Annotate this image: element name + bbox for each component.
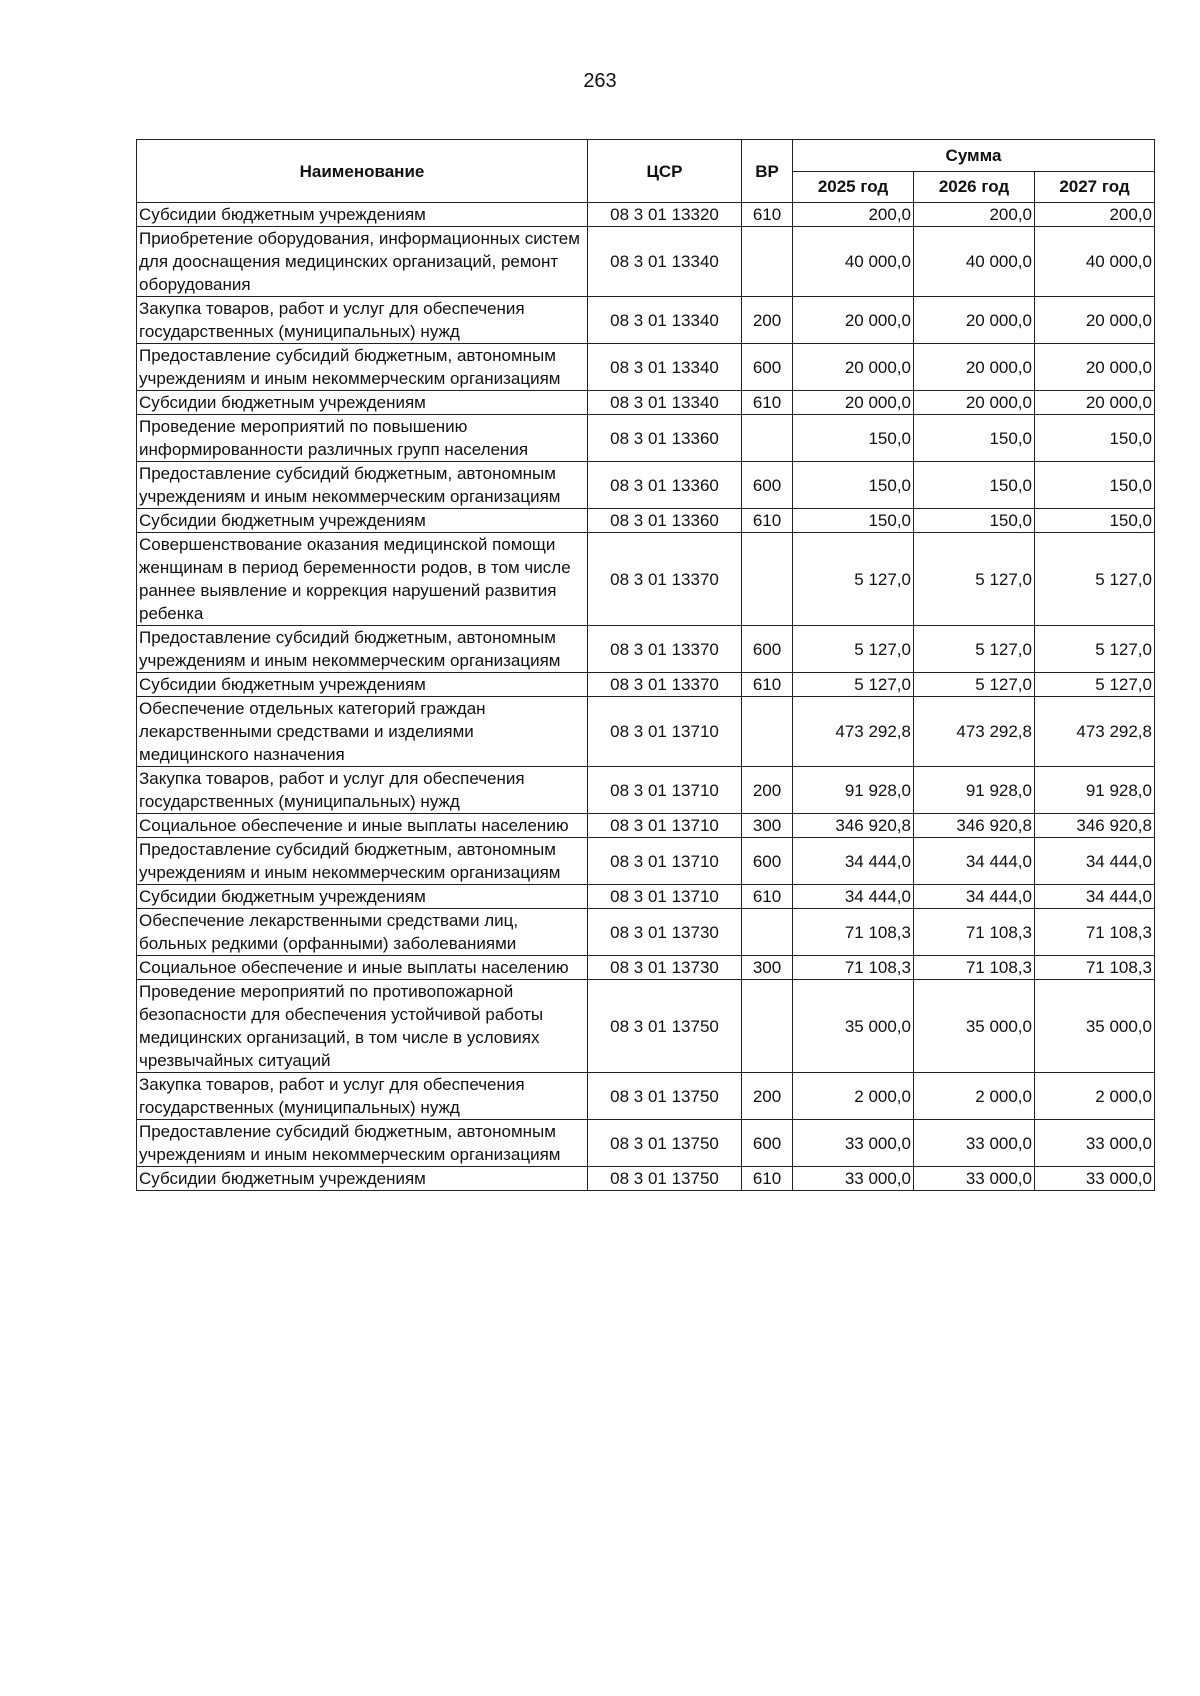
row-vr: 610 bbox=[742, 1167, 793, 1191]
row-value-2025: 20 000,0 bbox=[793, 344, 914, 391]
table-row bbox=[137, 1120, 1155, 1167]
row-vr: 610 bbox=[742, 203, 793, 227]
row-value-2027: 5 127,0 bbox=[1035, 673, 1155, 697]
row-value-2026: 71 108,3 bbox=[914, 956, 1035, 980]
table-row bbox=[137, 1073, 1155, 1120]
row-csr: 08 3 01 13340 bbox=[588, 344, 742, 391]
row-csr: 08 3 01 13730 bbox=[588, 956, 742, 980]
row-value-2025: 5 127,0 bbox=[793, 673, 914, 697]
row-csr: 08 3 01 13710 bbox=[588, 885, 742, 909]
row-value-2025: 71 108,3 bbox=[793, 909, 914, 956]
row-value-2027: 33 000,0 bbox=[1035, 1120, 1155, 1167]
row-value-2025: 346 920,8 bbox=[793, 814, 914, 838]
row-value-2026: 5 127,0 bbox=[914, 626, 1035, 673]
row-value-2026: 150,0 bbox=[914, 415, 1035, 462]
table-row bbox=[137, 415, 1155, 462]
table-row bbox=[137, 838, 1155, 885]
row-vr: 610 bbox=[742, 673, 793, 697]
row-value-2027: 5 127,0 bbox=[1035, 626, 1155, 673]
page-number: 263 bbox=[583, 70, 617, 92]
row-csr: 08 3 01 13710 bbox=[588, 814, 742, 838]
row-csr: 08 3 01 13750 bbox=[588, 1120, 742, 1167]
row-value-2025: 33 000,0 bbox=[793, 1167, 914, 1191]
row-name: Субсидии бюджетным учреждениям bbox=[137, 203, 588, 227]
table-row bbox=[137, 956, 1155, 980]
row-value-2025: 473 292,8 bbox=[793, 697, 914, 767]
row-value-2026: 34 444,0 bbox=[914, 838, 1035, 885]
row-value-2027: 2 000,0 bbox=[1035, 1073, 1155, 1120]
header-year-2027: 2027 год bbox=[1035, 171, 1155, 203]
row-value-2025: 91 928,0 bbox=[793, 767, 914, 814]
table-row bbox=[137, 697, 1155, 767]
row-csr: 08 3 01 13370 bbox=[588, 626, 742, 673]
row-vr bbox=[742, 980, 793, 1073]
row-csr: 08 3 01 13340 bbox=[588, 297, 742, 344]
row-vr: 600 bbox=[742, 838, 793, 885]
row-vr: 600 bbox=[742, 462, 793, 509]
row-vr: 610 bbox=[742, 391, 793, 415]
row-vr bbox=[742, 533, 793, 626]
row-vr: 610 bbox=[742, 885, 793, 909]
row-vr: 600 bbox=[742, 344, 793, 391]
row-value-2026: 473 292,8 bbox=[914, 697, 1035, 767]
table-row bbox=[137, 673, 1155, 697]
table-header bbox=[137, 140, 1155, 203]
table-row bbox=[137, 344, 1155, 391]
row-csr: 08 3 01 13360 bbox=[588, 462, 742, 509]
row-name: Проведение мероприятий по повышению информированности различных групп населения bbox=[137, 415, 588, 462]
row-value-2025: 33 000,0 bbox=[793, 1120, 914, 1167]
row-vr: 300 bbox=[742, 814, 793, 838]
row-value-2026: 20 000,0 bbox=[914, 344, 1035, 391]
header-sum: Сумма bbox=[793, 140, 1155, 172]
row-vr bbox=[742, 227, 793, 297]
row-value-2027: 473 292,8 bbox=[1035, 697, 1155, 767]
row-value-2025: 200,0 bbox=[793, 203, 914, 227]
row-value-2027: 200,0 bbox=[1035, 203, 1155, 227]
row-value-2027: 71 108,3 bbox=[1035, 909, 1155, 956]
row-value-2027: 150,0 bbox=[1035, 509, 1155, 533]
row-csr: 08 3 01 13710 bbox=[588, 767, 742, 814]
row-name: Предоставление субсидий бюджетным, автономным учреждениям и иным некоммерческим организациям bbox=[137, 344, 588, 391]
row-value-2027: 20 000,0 bbox=[1035, 344, 1155, 391]
row-name: Обеспечение лекарственными средствами лиц, больных редкими (орфанными) заболеваниями bbox=[137, 909, 588, 956]
row-value-2027: 91 928,0 bbox=[1035, 767, 1155, 814]
row-csr: 08 3 01 13750 bbox=[588, 980, 742, 1073]
budget-table bbox=[136, 139, 1155, 1191]
row-value-2026: 40 000,0 bbox=[914, 227, 1035, 297]
row-csr: 08 3 01 13360 bbox=[588, 415, 742, 462]
row-value-2027: 20 000,0 bbox=[1035, 391, 1155, 415]
header-vr: ВР bbox=[742, 140, 793, 203]
row-value-2025: 71 108,3 bbox=[793, 956, 914, 980]
row-value-2027: 34 444,0 bbox=[1035, 838, 1155, 885]
header-name: Наименование bbox=[137, 140, 588, 203]
row-value-2025: 150,0 bbox=[793, 415, 914, 462]
row-value-2026: 91 928,0 bbox=[914, 767, 1035, 814]
row-vr: 200 bbox=[742, 767, 793, 814]
row-value-2026: 200,0 bbox=[914, 203, 1035, 227]
row-value-2027: 5 127,0 bbox=[1035, 533, 1155, 626]
row-name: Субсидии бюджетным учреждениям bbox=[137, 1167, 588, 1191]
row-value-2027: 150,0 bbox=[1035, 415, 1155, 462]
row-csr: 08 3 01 13340 bbox=[588, 391, 742, 415]
row-vr: 600 bbox=[742, 1120, 793, 1167]
row-value-2026: 33 000,0 bbox=[914, 1167, 1035, 1191]
row-value-2027: 33 000,0 bbox=[1035, 1167, 1155, 1191]
row-value-2025: 34 444,0 bbox=[793, 885, 914, 909]
row-csr: 08 3 01 13370 bbox=[588, 533, 742, 626]
row-name: Предоставление субсидий бюджетным, автономным учреждениям и иным некоммерческим организациям bbox=[137, 838, 588, 885]
row-value-2026: 5 127,0 bbox=[914, 673, 1035, 697]
row-vr bbox=[742, 415, 793, 462]
row-name: Субсидии бюджетным учреждениям bbox=[137, 885, 588, 909]
row-vr bbox=[742, 697, 793, 767]
row-value-2025: 5 127,0 bbox=[793, 533, 914, 626]
row-value-2027: 35 000,0 bbox=[1035, 980, 1155, 1073]
table-row bbox=[137, 1167, 1155, 1191]
row-value-2025: 20 000,0 bbox=[793, 297, 914, 344]
row-name: Предоставление субсидий бюджетным, автономным учреждениям и иным некоммерческим организациям bbox=[137, 1120, 588, 1167]
row-value-2026: 20 000,0 bbox=[914, 391, 1035, 415]
row-value-2027: 150,0 bbox=[1035, 462, 1155, 509]
row-value-2025: 20 000,0 bbox=[793, 391, 914, 415]
row-value-2025: 150,0 bbox=[793, 509, 914, 533]
row-value-2026: 71 108,3 bbox=[914, 909, 1035, 956]
row-name: Социальное обеспечение и иные выплаты населению bbox=[137, 814, 588, 838]
row-name: Предоставление субсидий бюджетным, автономным учреждениям и иным некоммерческим организациям bbox=[137, 626, 588, 673]
row-csr: 08 3 01 13730 bbox=[588, 909, 742, 956]
row-vr: 300 bbox=[742, 956, 793, 980]
row-value-2025: 35 000,0 bbox=[793, 980, 914, 1073]
row-name: Субсидии бюджетным учреждениям bbox=[137, 391, 588, 415]
row-csr: 08 3 01 13750 bbox=[588, 1167, 742, 1191]
row-name: Предоставление субсидий бюджетным, автономным учреждениям и иным некоммерческим организациям bbox=[137, 462, 588, 509]
table-row bbox=[137, 980, 1155, 1073]
row-value-2025: 5 127,0 bbox=[793, 626, 914, 673]
table-row bbox=[137, 814, 1155, 838]
row-value-2025: 34 444,0 bbox=[793, 838, 914, 885]
table-row bbox=[137, 767, 1155, 814]
table-row bbox=[137, 885, 1155, 909]
row-value-2025: 2 000,0 bbox=[793, 1073, 914, 1120]
row-value-2025: 40 000,0 bbox=[793, 227, 914, 297]
row-value-2025: 150,0 bbox=[793, 462, 914, 509]
row-name: Совершенствование оказания медицинской помощи женщинам в период беременности родов, в том числе раннее выявление и коррекция нарушений развития ребенка bbox=[137, 533, 588, 626]
table-row bbox=[137, 533, 1155, 626]
row-value-2026: 346 920,8 bbox=[914, 814, 1035, 838]
row-csr: 08 3 01 13710 bbox=[588, 838, 742, 885]
row-csr: 08 3 01 13710 bbox=[588, 697, 742, 767]
table-body bbox=[137, 203, 1155, 1191]
table-row bbox=[137, 203, 1155, 227]
header-year-2025: 2025 год bbox=[793, 171, 914, 203]
table-row bbox=[137, 227, 1155, 297]
row-name: Субсидии бюджетным учреждениям bbox=[137, 509, 588, 533]
row-csr: 08 3 01 13750 bbox=[588, 1073, 742, 1120]
row-value-2026: 150,0 bbox=[914, 509, 1035, 533]
table-row bbox=[137, 509, 1155, 533]
row-value-2026: 20 000,0 bbox=[914, 297, 1035, 344]
header-csr: ЦСР bbox=[588, 140, 742, 203]
row-value-2027: 71 108,3 bbox=[1035, 956, 1155, 980]
row-value-2026: 2 000,0 bbox=[914, 1073, 1035, 1120]
row-name: Закупка товаров, работ и услуг для обеспечения государственных (муниципальных) нужд bbox=[137, 297, 588, 344]
row-csr: 08 3 01 13340 bbox=[588, 227, 742, 297]
row-vr bbox=[742, 909, 793, 956]
row-value-2026: 150,0 bbox=[914, 462, 1035, 509]
row-value-2027: 346 920,8 bbox=[1035, 814, 1155, 838]
row-name: Проведение мероприятий по противопожарной безопасности для обеспечения устойчивой работы медицинских организаций, в том числе в условиях чрезвычайных ситуаций bbox=[137, 980, 588, 1073]
header-year-2026: 2026 год bbox=[914, 171, 1035, 203]
row-vr: 600 bbox=[742, 626, 793, 673]
row-name: Социальное обеспечение и иные выплаты населению bbox=[137, 956, 588, 980]
row-value-2026: 5 127,0 bbox=[914, 533, 1035, 626]
row-vr: 200 bbox=[742, 297, 793, 344]
row-name: Приобретение оборудования, информационных систем для дооснащения медицинских организаций, ремонт оборудования bbox=[137, 227, 588, 297]
table-row bbox=[137, 297, 1155, 344]
table-row bbox=[137, 391, 1155, 415]
row-value-2026: 33 000,0 bbox=[914, 1120, 1035, 1167]
row-value-2027: 20 000,0 bbox=[1035, 297, 1155, 344]
row-name: Обеспечение отдельных категорий граждан лекарственными средствами и изделиями медицинского назначения bbox=[137, 697, 588, 767]
row-vr: 200 bbox=[742, 1073, 793, 1120]
row-value-2027: 40 000,0 bbox=[1035, 227, 1155, 297]
row-value-2027: 34 444,0 bbox=[1035, 885, 1155, 909]
row-name: Закупка товаров, работ и услуг для обеспечения государственных (муниципальных) нужд bbox=[137, 767, 588, 814]
row-vr: 610 bbox=[742, 509, 793, 533]
row-name: Закупка товаров, работ и услуг для обеспечения государственных (муниципальных) нужд bbox=[137, 1073, 588, 1120]
row-value-2026: 35 000,0 bbox=[914, 980, 1035, 1073]
row-csr: 08 3 01 13320 bbox=[588, 203, 742, 227]
table-row bbox=[137, 626, 1155, 673]
row-csr: 08 3 01 13370 bbox=[588, 673, 742, 697]
table-row bbox=[137, 462, 1155, 509]
row-csr: 08 3 01 13360 bbox=[588, 509, 742, 533]
row-name: Субсидии бюджетным учреждениям bbox=[137, 673, 588, 697]
table-row bbox=[137, 909, 1155, 956]
row-value-2026: 34 444,0 bbox=[914, 885, 1035, 909]
